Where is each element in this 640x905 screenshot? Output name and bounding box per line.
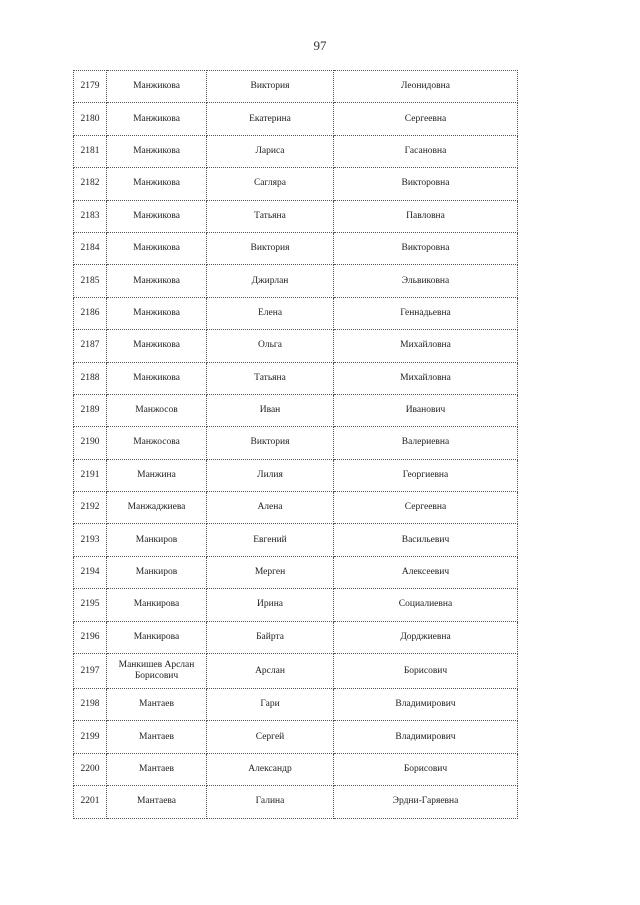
table-row	[74, 200, 518, 232]
row-number-cell: 2199	[74, 721, 107, 753]
first-name-cell: Ольга	[207, 330, 334, 362]
first-name-cell: Александр	[207, 753, 334, 785]
surname-cell: Манжикова	[107, 71, 207, 103]
first-name-cell: Екатерина	[207, 103, 334, 135]
table-row	[74, 103, 518, 135]
row-number-cell: 2197	[74, 654, 107, 689]
table-row	[74, 524, 518, 556]
patronymic-cell: Эрдни-Гаряевна	[334, 786, 518, 818]
row-number-cell: 2200	[74, 753, 107, 785]
patronymic-cell: Васильевич	[334, 524, 518, 556]
patronymic-cell: Михайловна	[334, 362, 518, 394]
row-number-cell: 2183	[74, 200, 107, 232]
surname-cell: Манкирова	[107, 589, 207, 621]
row-number-cell: 2187	[74, 330, 107, 362]
table-row	[74, 721, 518, 753]
surname-cell: Манжосов	[107, 394, 207, 426]
surname-cell: Манкиров	[107, 524, 207, 556]
row-number-cell: 2201	[74, 786, 107, 818]
surname-cell: Манжосова	[107, 427, 207, 459]
row-number-cell: 2181	[74, 135, 107, 167]
surname-cell: Манжикова	[107, 135, 207, 167]
row-number-cell: 2188	[74, 362, 107, 394]
table-row	[74, 297, 518, 329]
table-row	[74, 330, 518, 362]
first-name-cell: Елена	[207, 297, 334, 329]
table-row	[74, 654, 518, 689]
patronymic-cell: Эльвиковна	[334, 265, 518, 297]
surname-cell: Манжикова	[107, 265, 207, 297]
row-number-cell: 2184	[74, 232, 107, 264]
surname-cell: Манжикова	[107, 232, 207, 264]
first-name-cell: Сагляра	[207, 168, 334, 200]
row-number-cell: 2185	[74, 265, 107, 297]
row-number-cell: 2190	[74, 427, 107, 459]
patronymic-cell: Алексеевич	[334, 556, 518, 588]
patronymic-cell: Борисович	[334, 753, 518, 785]
first-name-cell: Мерген	[207, 556, 334, 588]
surname-cell: Манжина	[107, 459, 207, 491]
first-name-cell: Виктория	[207, 71, 334, 103]
surname-cell: Манжикова	[107, 297, 207, 329]
surname-cell: Мантаев	[107, 753, 207, 785]
table-row	[74, 621, 518, 653]
surname-cell: Мантаева	[107, 786, 207, 818]
surname-cell: Мантаев	[107, 721, 207, 753]
table-row	[74, 753, 518, 785]
first-name-cell: Татьяна	[207, 200, 334, 232]
first-name-cell: Лилия	[207, 459, 334, 491]
row-number-cell: 2186	[74, 297, 107, 329]
table-row	[74, 556, 518, 588]
row-number-cell: 2196	[74, 621, 107, 653]
surname-cell: Манкишев Арслан Борисович	[107, 654, 207, 689]
patronymic-cell: Геннадьевна	[334, 297, 518, 329]
patronymic-cell: Георгиевна	[334, 459, 518, 491]
surname-cell: Манжикова	[107, 200, 207, 232]
first-name-cell: Джирлан	[207, 265, 334, 297]
patronymic-cell: Дорджиевна	[334, 621, 518, 653]
first-name-cell: Ирина	[207, 589, 334, 621]
patronymic-cell: Владимирович	[334, 689, 518, 721]
first-name-cell: Галина	[207, 786, 334, 818]
table-row	[74, 589, 518, 621]
row-number-cell: 2195	[74, 589, 107, 621]
first-name-cell: Виктория	[207, 427, 334, 459]
row-number-cell: 2182	[74, 168, 107, 200]
table-row	[74, 427, 518, 459]
table-row	[74, 786, 518, 818]
first-name-cell: Байрта	[207, 621, 334, 653]
row-number-cell: 2198	[74, 689, 107, 721]
table-row	[74, 689, 518, 721]
surname-cell: Манжаджиева	[107, 492, 207, 524]
patronymic-cell: Сергеевна	[334, 492, 518, 524]
surname-cell: Манжикова	[107, 103, 207, 135]
patronymic-cell: Михайловна	[334, 330, 518, 362]
patronymic-cell: Павловна	[334, 200, 518, 232]
table-row	[74, 265, 518, 297]
patronymic-cell: Владимирович	[334, 721, 518, 753]
patronymic-cell: Иванович	[334, 394, 518, 426]
first-name-cell: Татьяна	[207, 362, 334, 394]
row-number-cell: 2180	[74, 103, 107, 135]
table-row	[74, 362, 518, 394]
patronymic-cell: Сергеевна	[334, 103, 518, 135]
table-row	[74, 459, 518, 491]
surname-cell: Манкиров	[107, 556, 207, 588]
first-name-cell: Арслан	[207, 654, 334, 689]
surname-cell: Манжикова	[107, 168, 207, 200]
surname-cell: Мантаев	[107, 689, 207, 721]
table-row	[74, 71, 518, 103]
page-number: 97	[313, 38, 327, 53]
table-row	[74, 168, 518, 200]
surname-cell: Манжикова	[107, 362, 207, 394]
first-name-cell: Виктория	[207, 232, 334, 264]
first-name-cell: Иван	[207, 394, 334, 426]
row-number-cell: 2189	[74, 394, 107, 426]
patronymic-cell: Валериевна	[334, 427, 518, 459]
surname-cell: Манжикова	[107, 330, 207, 362]
registry-rows	[74, 71, 518, 819]
row-number-cell: 2179	[74, 71, 107, 103]
table-row	[74, 492, 518, 524]
patronymic-cell: Викторовна	[334, 232, 518, 264]
registry-table	[73, 70, 518, 819]
patronymic-cell: Борисович	[334, 654, 518, 689]
first-name-cell: Сергей	[207, 721, 334, 753]
first-name-cell: Евгений	[207, 524, 334, 556]
table-row	[74, 394, 518, 426]
first-name-cell: Гари	[207, 689, 334, 721]
row-number-cell: 2194	[74, 556, 107, 588]
row-number-cell: 2192	[74, 492, 107, 524]
table-row	[74, 135, 518, 167]
patronymic-cell: Социалиевна	[334, 589, 518, 621]
row-number-cell: 2191	[74, 459, 107, 491]
table-row	[74, 232, 518, 264]
surname-cell: Манкирова	[107, 621, 207, 653]
patronymic-cell: Леонидовна	[334, 71, 518, 103]
row-number-cell: 2193	[74, 524, 107, 556]
patronymic-cell: Викторовна	[334, 168, 518, 200]
first-name-cell: Лариса	[207, 135, 334, 167]
first-name-cell: Алена	[207, 492, 334, 524]
patronymic-cell: Гасановна	[334, 135, 518, 167]
